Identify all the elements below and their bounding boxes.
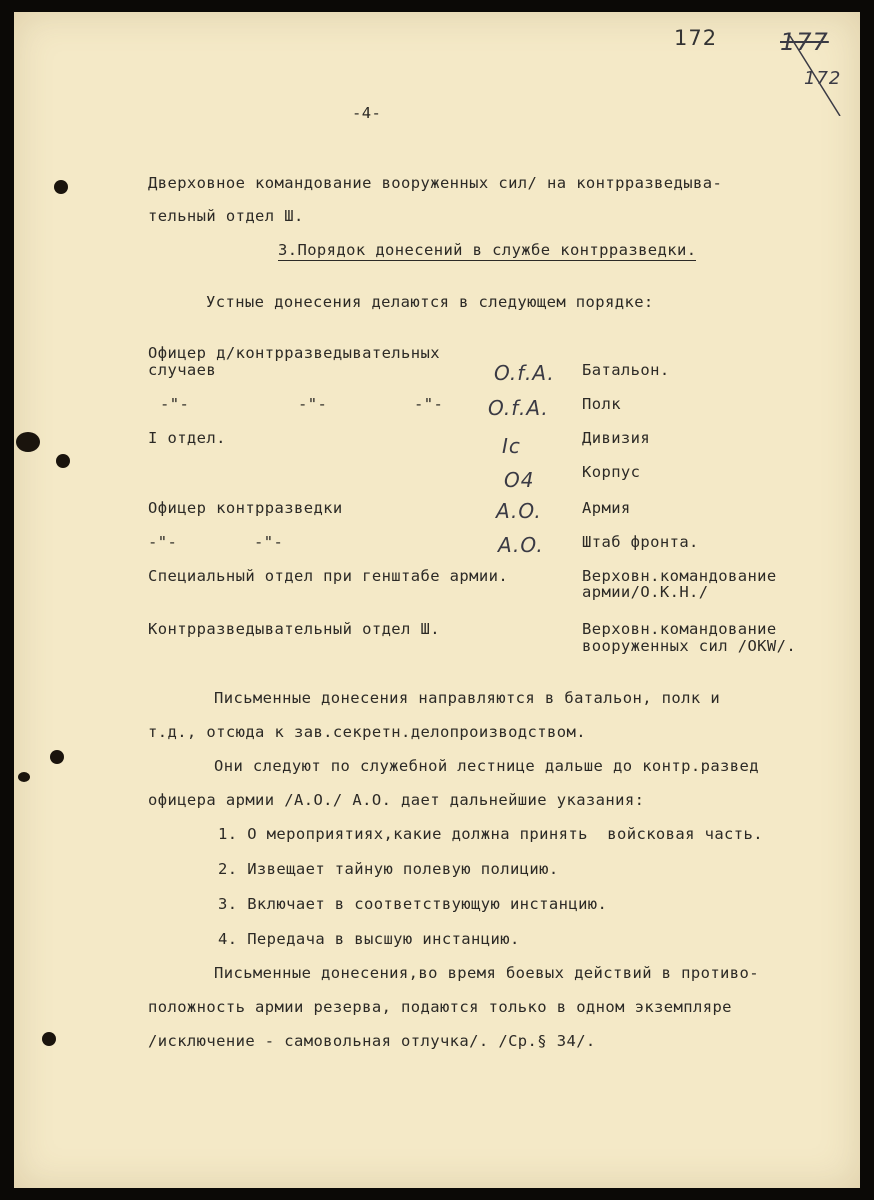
binding-hole — [56, 454, 70, 468]
row6-ditto-2: -"- — [254, 533, 284, 551]
binding-hole — [54, 180, 68, 194]
row8-left: Контрразведывательный отдел Ш. — [148, 620, 440, 638]
row1-right: Батальон. — [582, 361, 670, 379]
binding-hole — [50, 750, 64, 764]
intro-line-2: тельный отдел Ш. — [148, 207, 304, 225]
row1-left-line2: случаев — [148, 361, 217, 379]
row2-ditto-2: -"- — [298, 395, 328, 413]
row5-abbr: A.O. — [496, 499, 542, 523]
list-item-2: 2. Извещает тайную полевую полицию. — [218, 860, 559, 878]
oral-intro: Устные донесения делаются в следующем порядке: — [206, 293, 654, 311]
document-page — [14, 12, 860, 1188]
binding-hole — [18, 772, 30, 782]
list-item-1: 1. О мероприятиях,какие должна принять войсковая часть. — [218, 825, 763, 843]
section-heading: 3.Порядок донесений в службе контрразведки. — [278, 241, 697, 259]
row3-left: I отдел. — [148, 429, 226, 447]
row6-ditto-1: -"- — [148, 533, 178, 551]
row7-right-line2: армии/O.K.H./ — [582, 583, 709, 601]
written-p3-line3: /исключение - самовольная отлучка/. /Ср.§ 34/. — [148, 1032, 596, 1050]
row6-abbr: A.O. — [498, 533, 544, 557]
written-p2-line2: офицера армии /А.О./ А.О. дает дальнейшие указания: — [148, 791, 645, 809]
page-number: 172 — [674, 26, 718, 50]
row5-left: Офицер контрразведки — [148, 499, 343, 517]
row2-right: Полк — [582, 395, 621, 413]
row3-right: Дивизия — [582, 429, 651, 447]
row1-left-line1: Офицер д/контрразведывательных — [148, 344, 440, 362]
list-item-3: 3. Включает в соответствующую инстанцию. — [218, 895, 608, 913]
written-p3-line1: Письменные донесения,во время боевых действий в противо- — [214, 964, 759, 982]
row1-abbr: O.f.A. — [494, 361, 555, 385]
written-p2-line1: Они следуют по служебной лестнице дальше до контр.развед — [214, 757, 759, 775]
row2-ditto-3: -"- — [414, 395, 444, 413]
list-item-4: 4. Передача в высшую инстанцию. — [218, 930, 520, 948]
row7-left: Специальный отдел при генштабе армии. — [148, 567, 509, 585]
written-p1-line2: т.д., отсюда к зав.секретн.делопроизводством. — [148, 723, 586, 741]
row8-right-line2: вооруженных сил /OKW/. — [582, 637, 797, 655]
intro-line-1: Дверховное командование вооруженных сил/ на контрразведыва- — [148, 174, 723, 192]
row4-abbr: O4 — [504, 468, 535, 492]
row4-right: Корпус — [582, 463, 641, 481]
row2-abbr: O.f.A. — [488, 396, 549, 420]
binding-hole — [42, 1032, 56, 1046]
row2-ditto-1: -"- — [160, 395, 190, 413]
sheet-marker: -4- — [352, 104, 382, 122]
binding-hole — [16, 432, 40, 452]
row8-right-line1: Верховн.командование — [582, 620, 777, 638]
row6-right: Штаб фронта. — [582, 533, 699, 551]
archive-number-new: 172 — [804, 68, 842, 89]
written-p3-line2: положность армии резерва, подаются только в одном экземпляре — [148, 998, 732, 1016]
archive-number-crossed: 177 — [780, 28, 829, 56]
row7-right-line1: Верховн.командование — [582, 567, 777, 585]
row5-right: Армия — [582, 499, 631, 517]
row3-abbr: Ic — [502, 434, 521, 458]
written-p1-line1: Письменные донесения направляются в батальон, полк и — [214, 689, 721, 707]
